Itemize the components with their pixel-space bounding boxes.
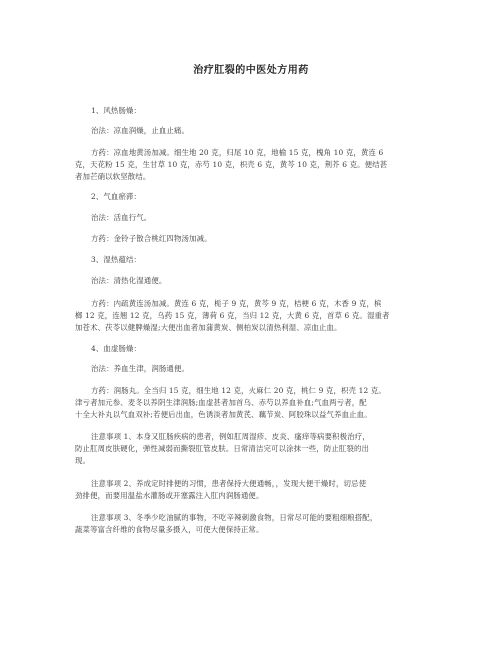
- section-4-heading: 4、血虚肠燥：: [91, 344, 142, 353]
- section-1-prescription-line-1: 方药：凉血地黄汤加减。细生地 20 克，归尾 10 克，地榆 15 克，槐角 10 克，黄连 6: [91, 148, 384, 157]
- note-2-line-1: 注意事项 2、养成定时排便的习惯，患者保持大便通畅，，发现大便干燥时，切忌使: [91, 479, 367, 488]
- section-3-prescription-line-1: 方药：内疏黄连汤加减。黄连 6 克，栀子 9 克，黄芩 9 克，桔梗 6 克，木香 9 克，槟: [91, 299, 382, 308]
- note-1-line-2: 防止肛周皮肤硬化，弹性减弱而撕裂肛管皮肤。日常清洁完可以涂抹一些，防止肛裂的出: [75, 444, 370, 453]
- section-3-prescription-line-3: 加苍术、茯苓以健脾燥湿;大便出血者加蒲黄炭、侧柏炭以清热利湿、凉血止血。: [75, 323, 342, 332]
- section-2-treatment: 治法：活血行气。: [91, 213, 152, 222]
- section-3-prescription-line-2: 榔 12 克，连翘 12 克，乌药 15 克，薄荷 6 克，当归 12 克，大黄 6 克，首草 6 克。湿重者: [75, 311, 390, 320]
- document-title: 治疗肛裂的中医处方用药: [193, 65, 309, 76]
- section-4-prescription-line-3: 十全大补丸以气血双补;若便后出血，色诱淡者加黄芪、藕节炭、阿胶珠以益气养血止血。: [75, 410, 372, 419]
- section-2-prescription: 方药：金铃子散合桃红四物汤加减。: [91, 234, 212, 243]
- section-1-prescription-line-3: 者加芒硝以软坚散结。: [75, 172, 151, 181]
- section-1-heading: 1、风热肠燥：: [91, 106, 142, 115]
- section-1-treatment: 治法：凉血润燥，止血止痛。: [91, 126, 190, 135]
- note-3-line-1: 注意事项 3、冬季少吃油腻的事物，不吃辛辣刺激食物，日常尽可能的要粗细粮搭配，: [91, 513, 378, 522]
- section-4-prescription-line-2: 津亏者加元参、麦冬以养阴生津润肠;血虚甚者加首乌、赤芍以养血补血;气血两亏者，配: [75, 398, 367, 407]
- note-1-line-3: 现。: [75, 456, 91, 465]
- section-2-heading: 2、气血瘀滞：: [91, 192, 142, 201]
- section-4-treatment: 治法：养血生津，润肠通便。: [91, 364, 190, 373]
- section-3-treatment: 治法：清热化湿通便。: [91, 276, 167, 285]
- note-3-line-2: 蔬菜等富含纤维的食物尽量多摄入，可使大便保持正常。: [75, 525, 264, 534]
- section-4-prescription-line-1: 方药：润肠丸。全当归 15 克，细生地 12 克，火麻仁 20 克，桃仁 9 克，枳壳 12 克。: [91, 386, 386, 395]
- note-1-line-1: 注意事项 1、本身又肛肠疾病的患者，例如肛周湿疹、皮炎、瘙痒等病要积极治疗，: [91, 432, 370, 441]
- section-1-prescription-line-2: 克，天花粉 15 克，生甘草 10 克，赤芍 10 克，枳壳 6 克，黄芩 10 克，荆芥 6 克。便结甚: [75, 160, 388, 169]
- note-2-line-2: 劲排便，而要用温盐水灌肠或开塞露注入肛内润肠通便。: [75, 491, 264, 500]
- section-3-heading: 3、湿热蕴结：: [91, 255, 142, 264]
